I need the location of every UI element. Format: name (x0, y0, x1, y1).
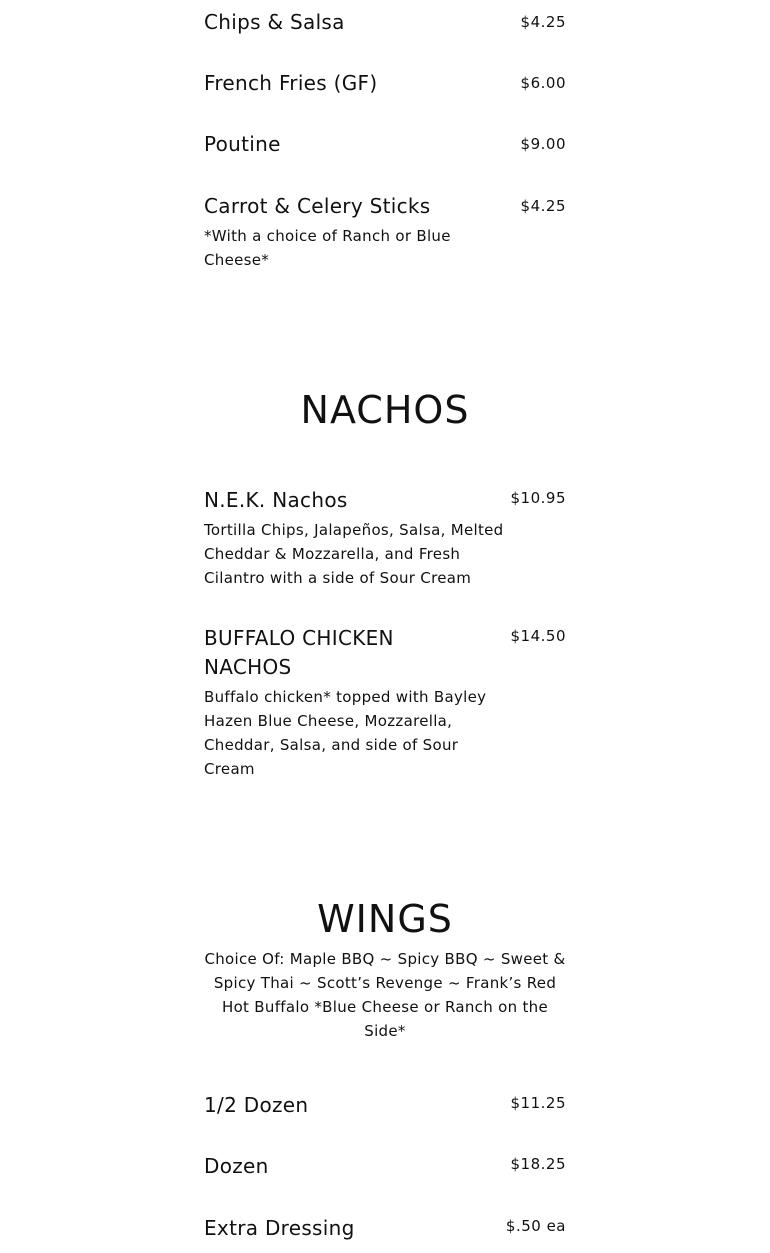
wings-sauce-note: Choice Of: Maple BBQ ~ Spicy BBQ ~ Sweet & Spicy Thai ~ Scott’s Revenge ~ Frank’s Red Hot Buffalo *Blue Cheese or Ranch on the Side* (204, 950, 566, 1040)
item-name: Carrot & Celery Sticks (204, 194, 431, 218)
item-price: $14.50 (510, 627, 566, 645)
menu-item-extra-dressing (204, 1214, 566, 1243)
item-name: BUFFALO CHICKEN NACHOS (204, 626, 394, 679)
item-price: $18.25 (510, 1155, 566, 1173)
section-title-nachos: NACHOS (300, 388, 470, 432)
item-name: Chips & Salsa (204, 10, 345, 34)
item-price: $.50 ea (505, 1217, 566, 1235)
menu-item-carrot-celery (204, 192, 566, 272)
item-price: $10.95 (510, 489, 566, 507)
menu-item-half-dozen (204, 1091, 566, 1120)
menu-item-chips-salsa (204, 8, 566, 37)
item-name: 1/2 Dozen (204, 1093, 309, 1117)
section-title-wings: WINGS (317, 897, 453, 941)
item-description: *With a choice of Ranch or Blue Cheese* (204, 227, 451, 269)
item-price: $11.25 (510, 1094, 566, 1112)
item-price: $6.00 (520, 74, 566, 92)
item-name: French Fries (GF) (204, 71, 378, 95)
menu-item-buffalo-chicken-nachos (204, 624, 566, 781)
item-name: Extra Dressing (204, 1216, 355, 1240)
item-name: N.E.K. Nachos (204, 488, 348, 512)
menu-item-poutine (204, 130, 566, 159)
item-price: $4.25 (520, 13, 566, 31)
menu-item-nek-nachos (204, 486, 566, 590)
item-price: $9.00 (520, 135, 566, 153)
menu-item-dozen (204, 1152, 566, 1181)
item-price: $4.25 (520, 197, 566, 215)
menu-item-french-fries (204, 69, 566, 98)
item-description: Buffalo chicken* topped with Bayley Hazen Blue Cheese, Mozzarella, Cheddar, Salsa, and side of Sour Cream (204, 688, 487, 778)
item-description: Tortilla Chips, Jalapeños, Salsa, Melted Cheddar & Mozzarella, and Fresh Cilantro with a side of Sour Cream (204, 521, 504, 587)
item-name: Dozen (204, 1154, 269, 1178)
item-name: Poutine (204, 132, 281, 156)
